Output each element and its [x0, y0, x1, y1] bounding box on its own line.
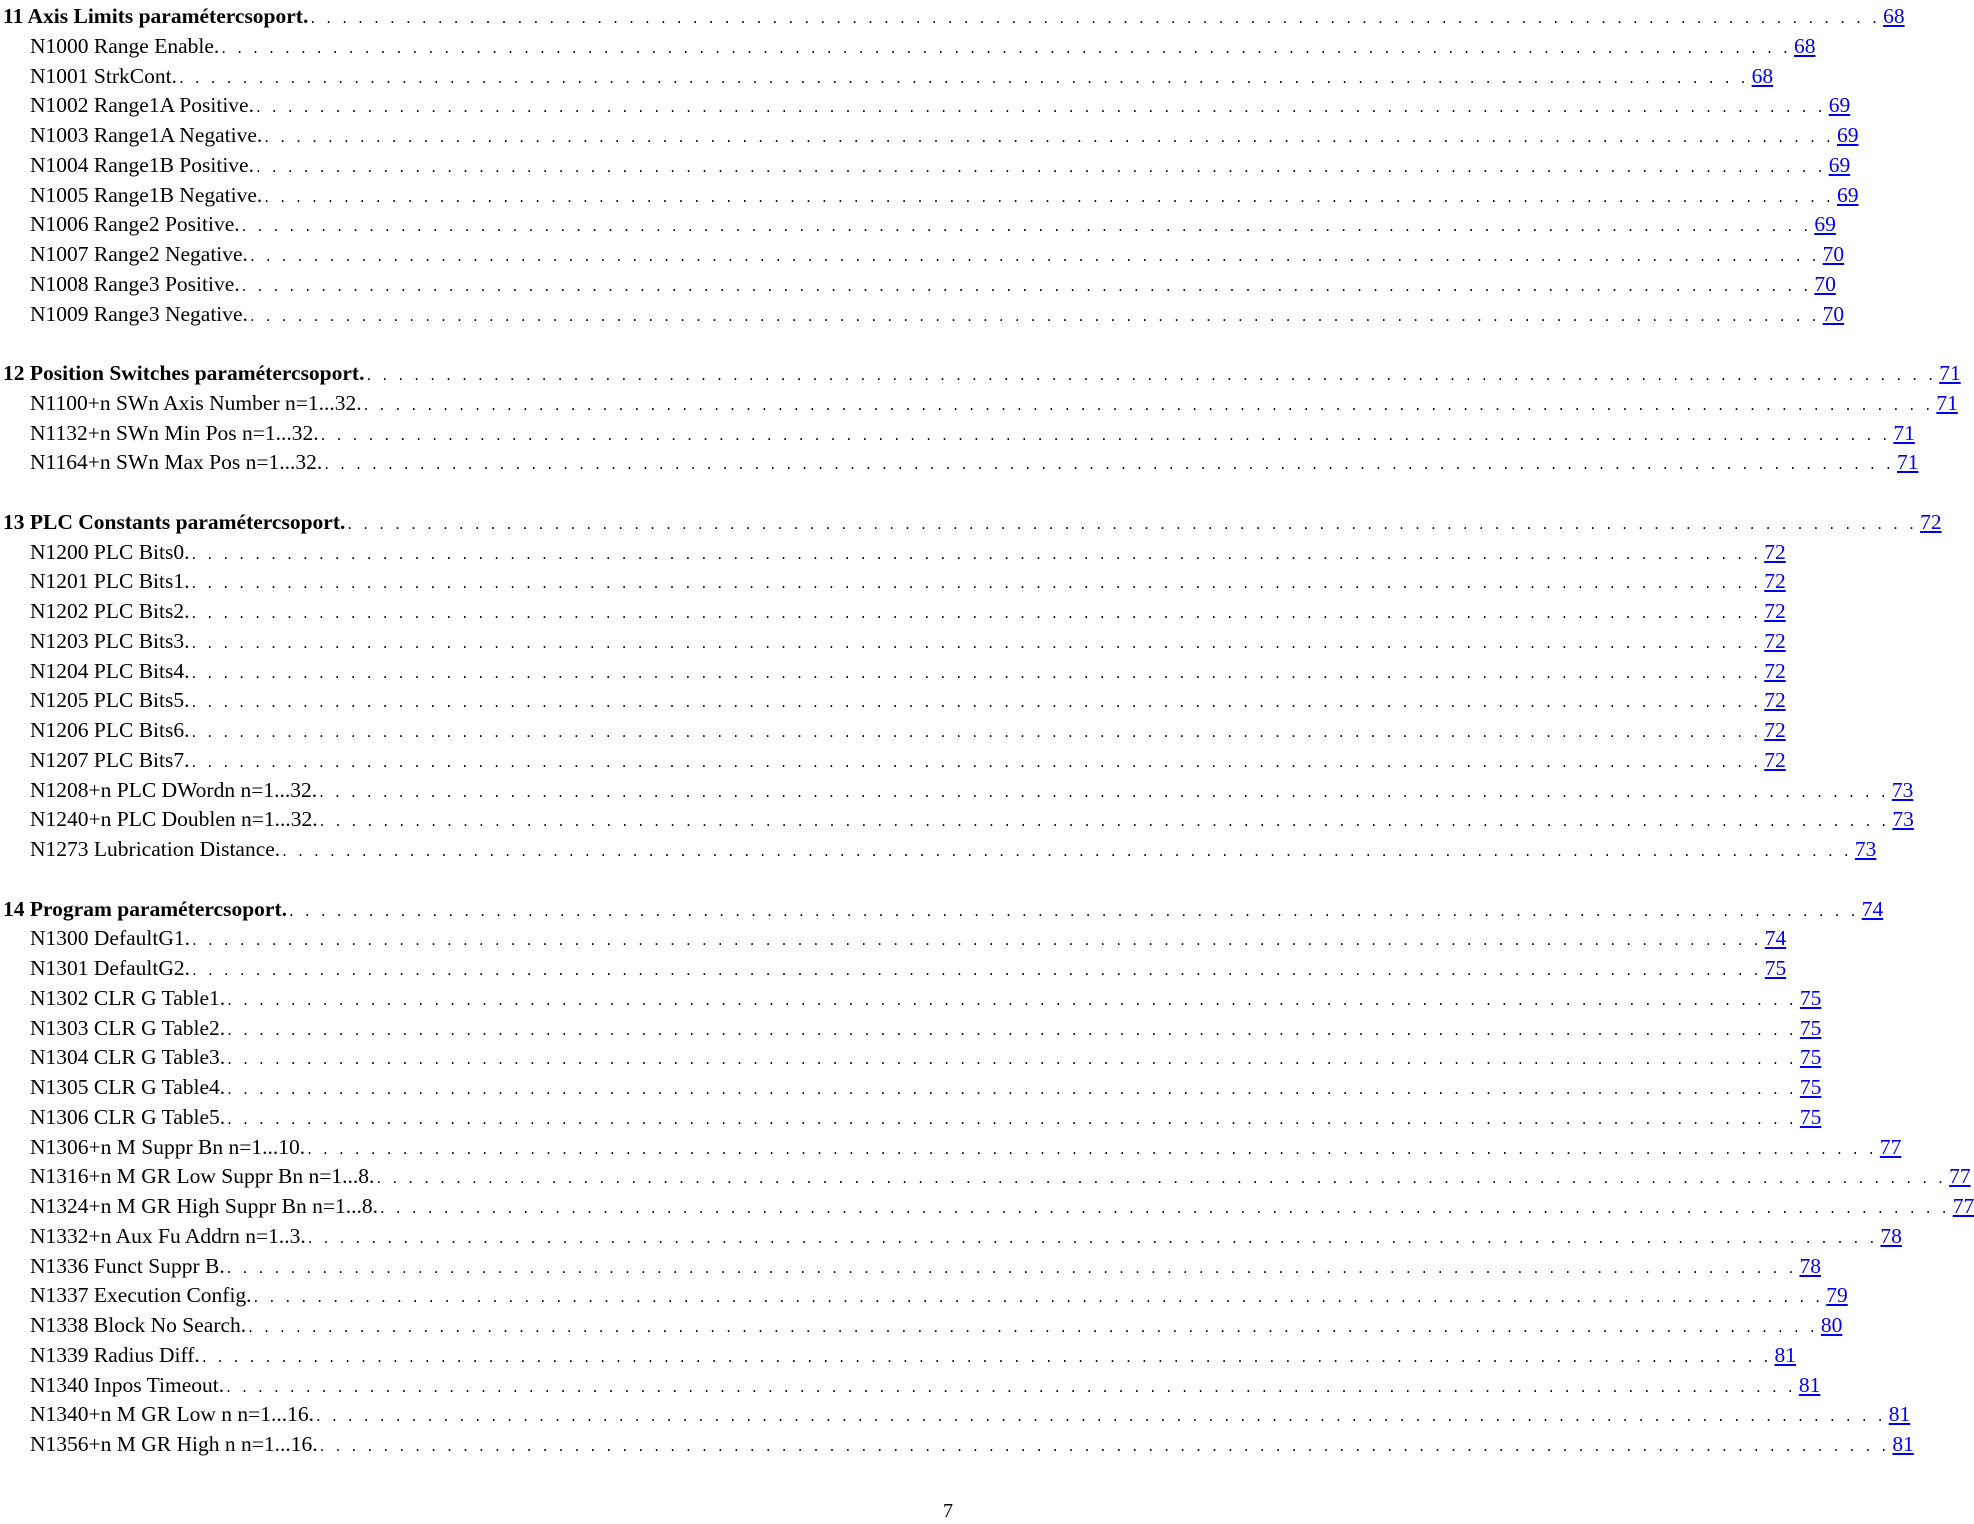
page-link[interactable]: 72 — [1764, 658, 1786, 683]
dot-leader: . . . . . . . . . . . . . . . . . . . . . . . . . . . . . . . . . . . . . . . . . . . . . . . . . . . . . . . . . . . . . . . . . . . . . . . . . . . . . . . . . . . . . . . . . . . . . . . . . . . — [227, 1050, 1797, 1069]
entry-label: N1206 PLC Bits6. — [30, 718, 190, 742]
dot-leader: . . . . . . . . . . . . . . . . . . . . . . . . . . . . . . . . . . . . . . . . . . . . . . . . . . . . . . . . . . . . . . . . . . . . . . . . . . . . . . . . . . . . . . . . . . . . . . . . . . . — [347, 514, 1918, 533]
toc-entry — [0, 775, 1914, 805]
dot-leader: . . . . . . . . . . . . . . . . . . . . . . . . . . . . . . . . . . . . . . . . . . . . . . . . . . . . . . . . . . . . . . . . . . . . . . . . . . . . . . . . . . . . . . . . . . . . . . . . . . . — [191, 752, 1762, 771]
page-link[interactable]: 69 — [1837, 182, 1859, 207]
entry-label: N1006 Range2 Positive. — [30, 212, 240, 237]
page-link[interactable]: 74 — [1764, 926, 1787, 951]
toc-entry — [0, 1310, 1843, 1340]
dot-leader: . . . . . . . . . . . . . . . . . . . . . . . . . . . . . . . . . . . . . . . . . . . . . . . . . . . . . . . . . . . . . . . . . . . . . . . . . . . . . . . . . . . . . . . . . . . . . . . . . . . — [320, 425, 1891, 444]
page-link[interactable]: 72 — [1764, 628, 1786, 653]
toc-entry — [0, 923, 1787, 953]
entry-label: N1316+n M GR Low Suppr Bn n=1...8. — [30, 1164, 375, 1189]
page-link[interactable]: 73 — [1892, 807, 1914, 832]
dot-leader: . . . . . . . . . . . . . . . . . . . . . . . . . . . . . . . . . . . . . . . . . . . . . . . . . . . . . . . . . . . . . . . . . . . . . . . . . . . . . . . . . . . . . . . . . . . . . . . . . . . — [264, 128, 1834, 146]
toc-entry — [0, 656, 1786, 686]
toc-entry — [0, 1042, 1822, 1072]
dot-leader: . . . . . . . . . . . . . . . . . . . . . . . . . . . . . . . . . . . . . . . . . . . . . . . . . . . . . . . . . . . . . . . . . . . . . . . . . . . . . . . . . . . . . . . . . . . . . . . . . . . — [191, 604, 1762, 622]
dot-leader: . . . . . . . . . . . . . . . . . . . . . . . . . . . . . . . . . . . . . . . . . . . . . . . . . . . . . . . . . . . . . . . . . . . . . . . . . . . . . . . . . . . . . . . . . . . . . . . . . . . — [241, 276, 1812, 295]
dot-leader: . . . . . . . . . . . . . . . . . . . . . . . . . . . . . . . . . . . . . . . . . . . . . . . . . . . . . . . . . . . . . . . . . . . . . . . . . . . . . . . . . . . . . . . . . . . . . . . . . . . — [201, 1347, 1772, 1366]
page-link[interactable]: 72 — [1764, 688, 1786, 713]
dot-leader: . . . . . . . . . . . . . . . . . . . . . . . . . . . . . . . . . . . . . . . . . . . . . . . . . . . . . . . . . . . . . . . . . . . . . . . . . . . . . . . . . . . . . . . . . . . . . . . . . . . — [307, 1139, 1877, 1158]
page-link[interactable]: 72 — [1764, 599, 1786, 623]
toc-entry — [0, 447, 1919, 477]
toc-section-heading — [0, 358, 1961, 388]
toc-entry — [0, 1072, 1822, 1102]
dot-leader: . . . . . . . . . . . . . . . . . . . . . . . . . . . . . . . . . . . . . . . . . . . . . . . . . . . . . . . . . . . . . . . . . . . . . . . . . . . . . . . . . . . . . . . . . . . . . . . . . . . — [319, 812, 1890, 831]
page-link[interactable]: 69 — [1814, 212, 1836, 237]
dot-leader: . . . . . . . . . . . . . . . . . . . . . . . . . . . . . . . . . . . . . . . . . . . . . . . . . . . . . . . . . . . . . . . . . . . . . . . . . . . . . . . . . . . . . . . . . . . . . . . . . . . — [241, 217, 1812, 236]
entry-label: N1356+n M GR High n n=1...16. — [30, 1432, 318, 1456]
entry-label: N1208+n PLC DWordn n=1...32. — [30, 777, 318, 802]
entry-label: N1324+n M GR High Suppr Bn n=1...8. — [30, 1194, 378, 1218]
dot-leader: . . . . . . . . . . . . . . . . . . . . . . . . . . . . . . . . . . . . . . . . . . . . . . . . . . . . . . . . . . . . . . . . . . . . . . . . . . . . . . . . . . . . . . . . . . . . . . . . . . . — [376, 1169, 1947, 1188]
toc-entry — [0, 1013, 1822, 1043]
entry-label: N1100+n SWn Axis Number n=1...32. — [30, 390, 362, 415]
dot-leader: . . . . . . . . . . . . . . . . . . . . . . . . . . . . . . . . . . . . . . . . . . . . . . . . . . . . . . . . . . . . . . . . . . . . . . . . . . . . . . . . . . . . . . . . . . . . . . . . . . . — [191, 723, 1762, 741]
dot-leader: . . . . . . . . . . . . . . . . . . . . . . . . . . . . . . . . . . . . . . . . . . . . . . . . . . . . . . . . . . . . . . . . . . . . . . . . . . . . . . . . . . . . . . . . . . . . . . . . . . . — [253, 1288, 1824, 1307]
page-link[interactable]: 80 — [1820, 1313, 1843, 1337]
entry-label: N1004 Range1B Positive. — [30, 152, 254, 177]
toc-entry — [0, 566, 1786, 596]
dot-leader: . . . . . . . . . . . . . . . . . . . . . . . . . . . . . . . . . . . . . . . . . . . . . . . . . . . . . . . . . . . . . . . . . . . . . . . . . . . . . . . . . . . . . . . . . . . . . . . . . . . — [249, 306, 1820, 325]
entry-label: N1303 CLR G Table2. — [30, 1015, 226, 1040]
toc-entry — [0, 269, 1836, 299]
toc-entry — [0, 150, 1851, 180]
dot-leader: . . . . . . . . . . . . . . . . . . . . . . . . . . . . . . . . . . . . . . . . . . . . . . . . . . . . . . . . . . . . . . . . . . . . . . . . . . . . . . . . . . . . . . . . . . . . . . . . . . . — [191, 663, 1762, 682]
toc-entry — [0, 1370, 1821, 1400]
toc-entry — [0, 1340, 1797, 1370]
entry-label: N1201 PLC Bits1. — [30, 569, 190, 594]
toc-section-heading — [0, 1, 1905, 31]
section-title: 14 Program paramétercsoport. — [3, 896, 287, 921]
page-link[interactable]: 75 — [1764, 956, 1787, 980]
dot-leader: . . . . . . . . . . . . . . . . . . . . . . . . . . . . . . . . . . . . . . . . . . . . . . . . . . . . . . . . . . . . . . . . . . . . . . . . . . . . . . . . . . . . . . . . . . . . . . . . . . . — [310, 9, 1881, 27]
toc-entry — [0, 180, 1859, 210]
entry-label: N1005 Range1B Negative. — [30, 182, 263, 207]
toc-entry — [0, 1221, 1902, 1251]
dot-leader: . . . . . . . . . . . . . . . . . . . . . . . . . . . . . . . . . . . . . . . . . . . . . . . . . . . . . . . . . . . . . . . . . . . . . . . . . . . . . . . . . . . . . . . . . . . . . . . . . . . — [191, 574, 1762, 593]
page-link[interactable]: 68 — [1883, 4, 1905, 28]
toc-entry — [0, 239, 1845, 269]
page-link[interactable]: 72 — [1764, 718, 1786, 742]
toc-entry — [0, 1102, 1822, 1132]
entry-label: N1200 PLC Bits0. — [30, 539, 190, 564]
page-link[interactable]: 78 — [1880, 1223, 1902, 1248]
page-link[interactable]: 75 — [1799, 1104, 1822, 1129]
dot-leader: . . . . . . . . . . . . . . . . . . . . . . . . . . . . . . . . . . . . . . . . . . . . . . . . . . . . . . . . . . . . . . . . . . . . . . . . . . . . . . . . . . . . . . . . . . . . . . . . . . . — [191, 544, 1762, 563]
page-link[interactable]: 69 — [1828, 152, 1851, 177]
toc-entry — [0, 715, 1786, 745]
page-link[interactable]: 70 — [1814, 271, 1836, 296]
toc-entry — [0, 537, 1786, 567]
toc-entry — [0, 953, 1787, 983]
page-link[interactable]: 68 — [1751, 63, 1774, 88]
section-title: 12 Position Switches paramétercsoport. — [3, 361, 365, 385]
toc-entry — [0, 388, 1958, 418]
toc-entry — [0, 983, 1822, 1013]
entry-label: N1306 CLR G Table5. — [30, 1104, 226, 1129]
dot-leader: . . . . . . . . . . . . . . . . . . . . . . . . . . . . . . . . . . . . . . . . . . . . . . . . . . . . . . . . . . . . . . . . . . . . . . . . . . . . . . . . . . . . . . . . . . . . . . . . . . . — [282, 842, 1852, 860]
toc-entry — [0, 626, 1786, 656]
toc-entry — [0, 834, 1877, 864]
page-link[interactable]: 71 — [1936, 390, 1958, 415]
page-link[interactable]: 70 — [1822, 242, 1845, 266]
page-link[interactable]: 72 — [1764, 539, 1786, 564]
dot-leader: . . . . . . . . . . . . . . . . . . . . . . . . . . . . . . . . . . . . . . . . . . . . . . . . . . . . . . . . . . . . . . . . . . . . . . . . . . . . . . . . . . . . . . . . . . . . . . . . . . . — [324, 455, 1894, 474]
toc-entry — [0, 1280, 1848, 1310]
dot-leader: . . . . . . . . . . . . . . . . . . . . . . . . . . . . . . . . . . . . . . . . . . . . . . . . . . . . . . . . . . . . . . . . . . . . . . . . . . . . . . . . . . . . . . . . . . . . . . . . . . . — [379, 1199, 1950, 1217]
toc-entry — [0, 1161, 1971, 1191]
toc-entry — [0, 804, 1914, 834]
dot-leader: . . . . . . . . . . . . . . . . . . . . . . . . . . . . . . . . . . . . . . . . . . . . . . . . . . . . . . . . . . . . . . . . . . . . . . . . . . . . . . . . . . . . . . . . . . . . . . . . . . . — [363, 395, 1934, 414]
entry-label: N1204 PLC Bits4. — [30, 658, 190, 683]
page-number: 7 — [943, 1500, 953, 1522]
page-link[interactable]: 69 — [1837, 123, 1859, 147]
page-link[interactable]: 69 — [1828, 93, 1851, 118]
page-link[interactable]: 72 — [1920, 509, 1942, 534]
dot-leader: . . . . . . . . . . . . . . . . . . . . . . . . . . . . . . . . . . . . . . . . . . . . . . . . . . . . . . . . . . . . . . . . . . . . . . . . . . . . . . . . . . . . . . . . . . . . . . . . . . . — [191, 633, 1762, 652]
page-link[interactable]: 68 — [1794, 33, 1816, 58]
entry-label: N1304 CLR G Table3. — [30, 1045, 226, 1070]
entry-label: N1305 CLR G Table4. — [30, 1075, 226, 1099]
dot-leader: . . . . . . . . . . . . . . . . . . . . . . . . . . . . . . . . . . . . . . . . . . . . . . . . . . . . . . . . . . . . . . . . . . . . . . . . . . . . . . . . . . . . . . . . . . . . . . . . . . . — [227, 990, 1797, 1009]
dot-leader: . . . . . . . . . . . . . . . . . . . . . . . . . . . . . . . . . . . . . . . . . . . . . . . . . . . . . . . . . . . . . . . . . . . . . . . . . . . . . . . . . . . . . . . . . . . . . . . . . . . — [227, 1080, 1797, 1098]
entry-label: N1002 Range1A Positive. — [30, 93, 254, 118]
entry-label: N1302 CLR G Table1. — [30, 985, 226, 1010]
page-link[interactable]: 71 — [1893, 420, 1915, 445]
entry-label: N1164+n SWn Max Pos n=1...32. — [30, 450, 323, 475]
page-link[interactable]: 72 — [1764, 569, 1786, 594]
toc-entry — [0, 90, 1851, 120]
page-link[interactable]: 70 — [1822, 301, 1845, 326]
toc-entry — [0, 1191, 1974, 1221]
entry-label: N1207 PLC Bits7. — [30, 747, 190, 772]
page-link[interactable]: 78 — [1799, 1253, 1821, 1278]
page-link[interactable]: 81 — [1892, 1432, 1914, 1456]
page-link[interactable]: 71 — [1939, 361, 1961, 385]
entry-label: N1301 DefaultG2. — [30, 956, 191, 980]
dot-leader: . . . . . . . . . . . . . . . . . . . . . . . . . . . . . . . . . . . . . . . . . . . . . . . . . . . . . . . . . . . . . . . . . . . . . . . . . . . . . . . . . . . . . . . . . . . . . . . . . . . — [248, 1318, 1818, 1336]
entry-label: N1336 Funct Suppr B. — [30, 1253, 225, 1278]
dot-leader: . . . . . . . . . . . . . . . . . . . . . . . . . . . . . . . . . . . . . . . . . . . . . . . . . . . . . . . . . . . . . . . . . . . . . . . . . . . . . . . . . . . . . . . . . . . . . . . . . . . — [255, 157, 1826, 176]
page-link[interactable]: 79 — [1826, 1283, 1848, 1308]
entry-label: N1132+n SWn Min Pos n=1...32. — [30, 420, 319, 445]
entry-label: N1339 Radius Diff. — [30, 1342, 200, 1367]
page-link[interactable]: 74 — [1861, 896, 1884, 921]
entry-label: N1000 Range Enable. — [30, 33, 220, 58]
page-link[interactable]: 77 — [1879, 1134, 1902, 1159]
dot-leader: . . . . . . . . . . . . . . . . . . . . . . . . . . . . . . . . . . . . . . . . . . . . . . . . . . . . . . . . . . . . . . . . . . . . . . . . . . . . . . . . . . . . . . . . . . . . . . . . . . . — [226, 1258, 1797, 1277]
entry-label: N1003 Range1A Negative. — [30, 123, 263, 147]
entry-label: N1273 Lubrication Distance. — [30, 837, 281, 861]
page-link[interactable]: 75 — [1799, 985, 1822, 1010]
toc-entry — [0, 1251, 1821, 1281]
toc-entry — [0, 1399, 1911, 1429]
page-link[interactable]: 73 — [1891, 777, 1914, 802]
toc-entry — [0, 120, 1859, 150]
entry-label: N1338 Block No Search. — [30, 1313, 247, 1337]
entry-label: N1009 Range3 Negative. — [30, 301, 248, 326]
toc-section-heading — [0, 894, 1884, 924]
toc-entry — [0, 61, 1774, 91]
page-link[interactable]: 75 — [1799, 1015, 1822, 1040]
section-title: 11 Axis Limits paramétercsoport. — [3, 4, 309, 28]
dot-leader: . . . . . . . . . . . . . . . . . . . . . . . . . . . . . . . . . . . . . . . . . . . . . . . . . . . . . . . . . . . . . . . . . . . . . . . . . . . . . . . . . . . . . . . . . . . . . . . . . . . — [192, 931, 1762, 950]
page-link[interactable]: 72 — [1764, 747, 1786, 772]
dot-leader: . . . . . . . . . . . . . . . . . . . . . . . . . . . . . . . . . . . . . . . . . . . . . . . . . . . . . . . . . . . . . . . . . . . . . . . . . . . . . . . . . . . . . . . . . . . . . . . . . . . — [226, 1377, 1796, 1396]
toc-entry — [0, 745, 1786, 775]
entry-label: N1340+n M GR Low n n=1...16. — [30, 1402, 315, 1427]
toc-entry — [0, 299, 1845, 329]
page-link[interactable]: 71 — [1896, 450, 1919, 475]
entry-label: N1001 StrkCont. — [30, 63, 177, 88]
page-link[interactable]: 81 — [1888, 1402, 1911, 1427]
page-link[interactable]: 75 — [1799, 1075, 1822, 1099]
toc-entry — [0, 596, 1786, 626]
page-link[interactable]: 77 — [1952, 1194, 1974, 1218]
entry-label: N1332+n Aux Fu Addrn n=1..3. — [30, 1223, 306, 1248]
dot-leader: . . . . . . . . . . . . . . . . . . . . . . . . . . . . . . . . . . . . . . . . . . . . . . . . . . . . . . . . . . . . . . . . . . . . . . . . . . . . . . . . . . . . . . . . . . . . . . . . . . . — [316, 1407, 1886, 1426]
entry-label: N1337 Execution Config. — [30, 1283, 252, 1308]
toc-entry — [0, 209, 1836, 239]
toc-section-heading — [0, 507, 1942, 537]
page-link[interactable]: 81 — [1774, 1342, 1797, 1367]
dot-leader: . . . . . . . . . . . . . . . . . . . . . . . . . . . . . . . . . . . . . . . . . . . . . . . . . . . . . . . . . . . . . . . . . . . . . . . . . . . . . . . . . . . . . . . . . . . . . . . . . . . — [366, 366, 1937, 384]
page-link[interactable]: 81 — [1798, 1372, 1821, 1397]
dot-leader: . . . . . . . . . . . . . . . . . . . . . . . . . . . . . . . . . . . . . . . . . . . . . . . . . . . . . . . . . . . . . . . . . . . . . . . . . . . . . . . . . . . . . . . . . . . . . . . . . . . — [255, 98, 1826, 117]
entry-label: N1300 DefaultG1. — [30, 926, 191, 951]
entry-label: N1240+n PLC Doublen n=1...32. — [30, 807, 318, 832]
dot-leader: . . . . . . . . . . . . . . . . . . . . . . . . . . . . . . . . . . . . . . . . . . . . . . . . . . . . . . . . . . . . . . . . . . . . . . . . . . . . . . . . . . . . . . . . . . . . . . . . . . . — [319, 782, 1889, 801]
dot-leader: . . . . . . . . . . . . . . . . . . . . . . . . . . . . . . . . . . . . . . . . . . . . . . . . . . . . . . . . . . . . . . . . . . . . . . . . . . . . . . . . . . . . . . . . . . . . . . . . . . . — [307, 1228, 1878, 1247]
dot-leader: . . . . . . . . . . . . . . . . . . . . . . . . . . . . . . . . . . . . . . . . . . . . . . . . . . . . . . . . . . . . . . . . . . . . . . . . . . . . . . . . . . . . . . . . . . . . . . . . . . . — [227, 1020, 1797, 1039]
entry-label: N1203 PLC Bits3. — [30, 628, 190, 653]
toc-entry — [0, 1429, 1914, 1459]
toc-entry — [0, 1132, 1902, 1162]
dot-leader: . . . . . . . . . . . . . . . . . . . . . . . . . . . . . . . . . . . . . . . . . . . . . . . . . . . . . . . . . . . . . . . . . . . . . . . . . . . . . . . . . . . . . . . . . . . . . . . . . . . — [178, 68, 1749, 87]
toc-entry — [0, 685, 1786, 715]
page-link[interactable]: 77 — [1949, 1164, 1971, 1189]
dot-leader: . . . . . . . . . . . . . . . . . . . . . . . . . . . . . . . . . . . . . . . . . . . . . . . . . . . . . . . . . . . . . . . . . . . . . . . . . . . . . . . . . . . . . . . . . . . . . . . . . . . — [227, 1109, 1797, 1128]
entry-label: N1306+n M Suppr Bn n=1...10. — [30, 1134, 306, 1159]
page-link[interactable]: 75 — [1799, 1045, 1822, 1070]
entry-label: N1205 PLC Bits5. — [30, 688, 190, 713]
dot-leader: . . . . . . . . . . . . . . . . . . . . . . . . . . . . . . . . . . . . . . . . . . . . . . . . . . . . . . . . . . . . . . . . . . . . . . . . . . . . . . . . . . . . . . . . . . . . . . . . . . . — [191, 693, 1762, 712]
toc-entry — [0, 31, 1816, 61]
dot-leader: . . . . . . . . . . . . . . . . . . . . . . . . . . . . . . . . . . . . . . . . . . . . . . . . . . . . . . . . . . . . . . . . . . . . . . . . . . . . . . . . . . . . . . . . . . . . . . . . . . . — [192, 961, 1762, 979]
entry-label: N1008 Range3 Positive. — [30, 271, 240, 296]
page-link[interactable]: 73 — [1854, 837, 1877, 861]
section-title: 13 PLC Constants paramétercsoport. — [3, 509, 346, 534]
entry-label: N1340 Inpos Timeout. — [30, 1372, 225, 1397]
dot-leader: . . . . . . . . . . . . . . . . . . . . . . . . . . . . . . . . . . . . . . . . . . . . . . . . . . . . . . . . . . . . . . . . . . . . . . . . . . . . . . . . . . . . . . . . . . . . . . . . . . . — [289, 901, 1859, 920]
dot-leader: . . . . . . . . . . . . . . . . . . . . . . . . . . . . . . . . . . . . . . . . . . . . . . . . . . . . . . . . . . . . . . . . . . . . . . . . . . . . . . . . . . . . . . . . . . . . . . . . . . . — [249, 247, 1820, 265]
dot-leader: . . . . . . . . . . . . . . . . . . . . . . . . . . . . . . . . . . . . . . . . . . . . . . . . . . . . . . . . . . . . . . . . . . . . . . . . . . . . . . . . . . . . . . . . . . . . . . . . . . . — [221, 38, 1791, 57]
entry-label: N1202 PLC Bits2. — [30, 599, 190, 623]
dot-leader: . . . . . . . . . . . . . . . . . . . . . . . . . . . . . . . . . . . . . . . . . . . . . . . . . . . . . . . . . . . . . . . . . . . . . . . . . . . . . . . . . . . . . . . . . . . . . . . . . . . — [319, 1437, 1890, 1455]
entry-label: N1007 Range2 Negative. — [30, 242, 248, 266]
dot-leader: . . . . . . . . . . . . . . . . . . . . . . . . . . . . . . . . . . . . . . . . . . . . . . . . . . . . . . . . . . . . . . . . . . . . . . . . . . . . . . . . . . . . . . . . . . . . . . . . . . . — [264, 187, 1834, 206]
toc-entry — [0, 418, 1915, 448]
